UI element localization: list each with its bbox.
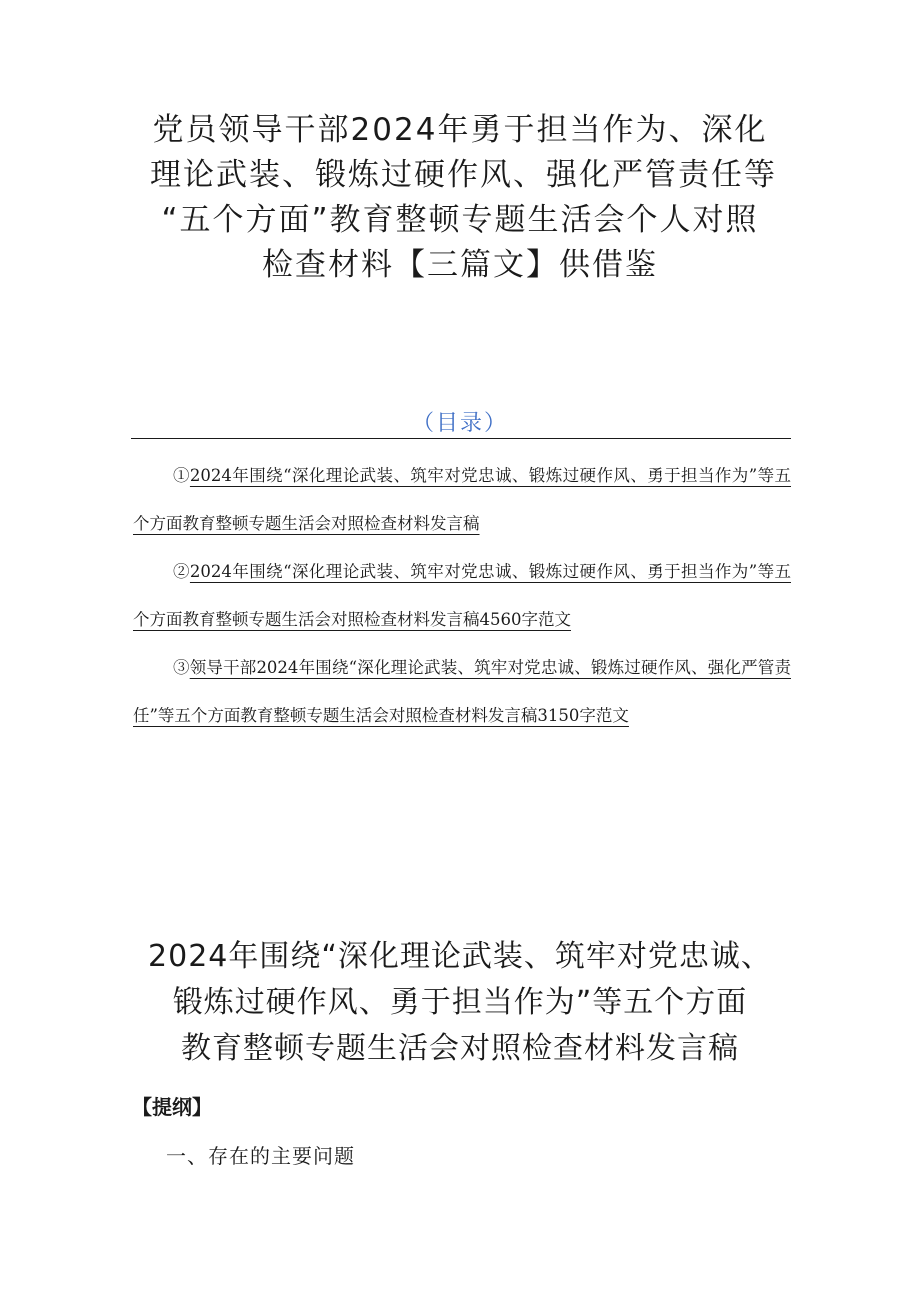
toc-link-2[interactable]	[133, 548, 791, 644]
toc-item-text: 2024年围绕“深化理论武装、筑牢对党忠诚、锻炼过硬作风、勇于担当作为”等五个方面教育整顿专题生活会对照检查材料发言稿4560字范文	[133, 562, 791, 629]
document-title-line: 检查材料【三篇文】供借鉴	[262, 247, 658, 283]
toc-item-text: 2024年围绕“深化理论武装、筑牢对党忠诚、锻炼过硬作风、勇于担当作为”等五个方面教育整顿专题生活会对照检查材料发言稿	[133, 466, 791, 533]
toc-item-number: ③	[173, 658, 190, 677]
toc-link-3[interactable]	[133, 644, 791, 740]
section-title-line: 2024年围绕“深化理论武装、筑牢对党忠诚、	[148, 939, 772, 974]
toc-link-1[interactable]	[133, 452, 791, 548]
document-title-line: 理论武装、锻炼过硬作风、强化严管责任等	[150, 157, 777, 193]
toc-item-number: ②	[173, 562, 190, 581]
outline-label: 【提纲】	[132, 1095, 212, 1119]
section-title-line: 锻炼过硬作风、勇于担当作为”等五个方面	[172, 985, 748, 1020]
document-title-line: 党员领导干部2024年勇于担当作为、深化	[152, 112, 768, 148]
table-of-contents	[133, 452, 791, 740]
toc-item-text: 领导干部2024年围绕“深化理论武装、筑牢对党忠诚、锻炼过硬作风、强化严管责任”等五个方面教育整顿专题生活会对照检查材料发言稿3150字范文	[133, 658, 791, 725]
section-title-line: 教育整顿专题生活会对照检查材料发言稿	[181, 1031, 739, 1066]
toc-item-number: ①	[173, 466, 190, 485]
toc-divider	[131, 438, 791, 439]
outline-item: 一、存在的主要问题	[166, 1144, 355, 1168]
document-title	[150, 108, 777, 288]
section-title	[130, 934, 790, 1072]
toc-heading: （目录）	[411, 411, 508, 436]
document-title-line: “五个方面”教育整顿专题生活会个人对照	[161, 202, 759, 238]
